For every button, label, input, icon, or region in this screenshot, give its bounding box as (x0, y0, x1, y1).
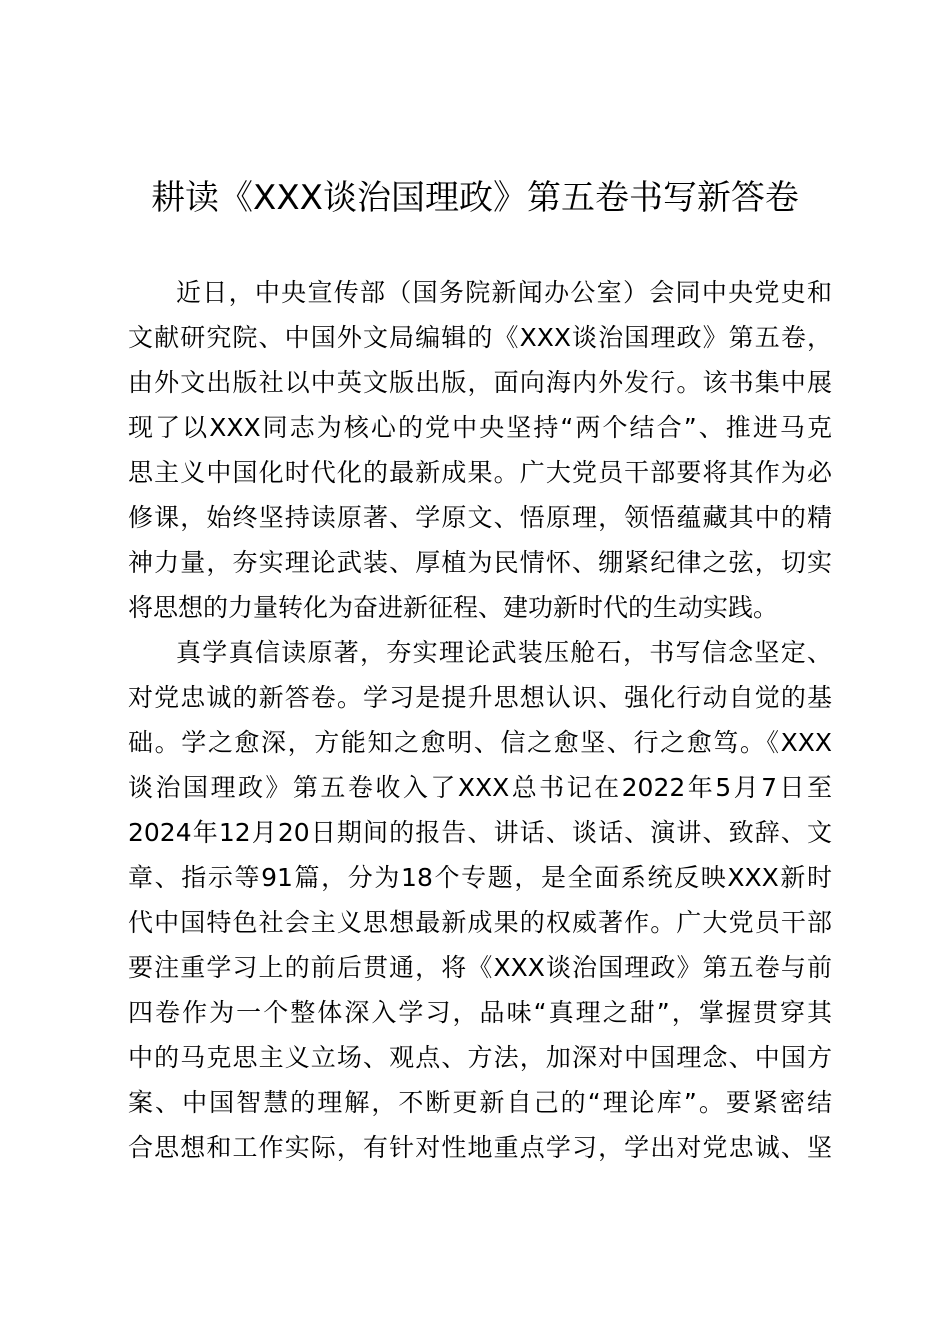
text-line: 对党忠诚的新答卷。学习是提升思想认识、强化行动自觉的基 (128, 683, 832, 712)
text-line: 代中国特色社会主义思想最新成果的权威著作。广大党员干部 (128, 908, 832, 937)
text-line: 由外文出版社以中英文版出版，面向海内外发行。该书集中展 (128, 368, 832, 397)
paragraph (128, 270, 832, 630)
text-line: 修课，始终坚持读原著、学原文、悟原理，领悟蕴藏其中的精 (128, 503, 832, 532)
text-line: 现了以XXX同志为核心的党中央坚持“两个结合”、推进马克 (128, 413, 832, 442)
paragraph (128, 630, 832, 1170)
text-line: 思主义中国化时代化的最新成果。广大党员干部要将其作为必 (128, 458, 832, 487)
text-line: 2024年12月20日期间的报告、讲话、谈话、演讲、致辞、文 (128, 818, 832, 847)
text-line: 真学真信读原著，夯实理论武装压舱石，书写信念坚定、 (176, 638, 832, 667)
text-line: 神力量，夯实理论武装、厚植为民情怀、绷紧纪律之弦，切实 (128, 548, 832, 577)
text-line: 近日，中央宣传部（国务院新闻办公室）会同中央党史和 (176, 278, 832, 307)
text-line: 将思想的力量转化为奋进新征程、建功新时代的生动实践。 (128, 593, 779, 622)
document-title: 耕读《XXX谈治国理政》第五卷书写新答卷 (151, 178, 799, 218)
text-line: 章、指示等91篇，分为18个专题，是全面系统反映XXX新时 (128, 863, 832, 892)
text-line: 文献研究院、中国外文局编辑的《XXX谈治国理政》第五卷， (128, 323, 832, 352)
text-line: 要注重学习上的前后贯通，将《XXX谈治国理政》第五卷与前 (128, 953, 832, 982)
text-line: 案、中国智慧的理解，不断更新自己的“理论库”。要紧密结 (128, 1088, 832, 1117)
text-line: 合思想和工作实际，有针对性地重点学习，学出对党忠诚、坚 (128, 1133, 832, 1162)
text-line: 谈治国理政》第五卷收入了XXX总书记在2022年5月7日至 (128, 773, 832, 802)
document-body (128, 270, 832, 1170)
text-line: 础。学之愈深，方能知之愈明、信之愈坚、行之愈笃。《XXX (128, 728, 832, 757)
text-line: 中的马克思主义立场、观点、方法，加深对中国理念、中国方 (128, 1043, 832, 1072)
text-line: 四卷作为一个整体深入学习，品味“真理之甜”，掌握贯穿其 (128, 998, 832, 1027)
